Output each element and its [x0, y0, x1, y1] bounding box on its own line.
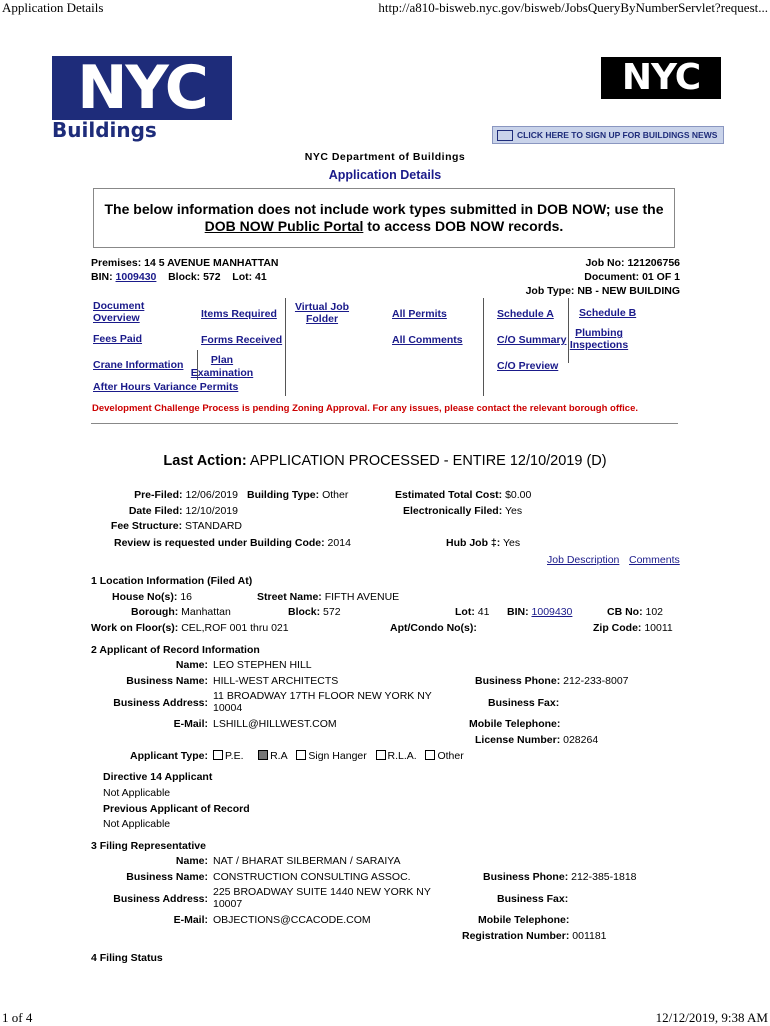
link-document-overview[interactable]: Document Overview: [93, 300, 145, 324]
prefiled: Pre-Filed: 12/06/2019: [134, 489, 238, 501]
link-schedule-b[interactable]: Schedule B: [579, 307, 637, 319]
filing-rep-business-fax: Business Fax:: [497, 893, 569, 905]
applicant-type-label: Applicant Type:: [130, 750, 208, 762]
applicant-business-name-label: Business Name:: [126, 675, 208, 687]
link-items-required[interactable]: Items Required: [201, 308, 277, 320]
link-plan-examination[interactable]: Plan Examination: [190, 354, 254, 379]
link-forms-received[interactable]: Forms Received: [201, 334, 283, 346]
print-header-title: Application Details: [2, 0, 104, 15]
hub-job: Hub Job ‡: Yes: [446, 537, 521, 549]
review-building-code: Review is requested under Building Code: 2014: [114, 537, 351, 549]
applicant-email-label: E-Mail:: [173, 718, 208, 730]
work-on-floors: Work on Floor(s): CEL,ROF 001 thru 021: [91, 622, 289, 634]
applicant-license: License Number: 028264: [475, 734, 599, 746]
section-filing-rep-heading: 3 Filing Representative: [91, 840, 206, 852]
nav-divider: [285, 298, 286, 396]
premises-line: Premises: 14 5 AVENUE MANHATTAN: [91, 257, 279, 269]
nyc-logo-right[interactable]: NYC: [601, 57, 721, 99]
link-job-description[interactable]: Job Description: [547, 554, 620, 566]
premises-value: 14 5 AVENUE MANHATTAN: [144, 257, 279, 269]
applicant-mobile: Mobile Telephone:: [469, 718, 561, 730]
page-title: Application Details: [328, 168, 442, 182]
checkbox-sign-hanger[interactable]: Sign Hanger: [296, 750, 366, 762]
link-all-comments[interactable]: All Comments: [392, 334, 463, 346]
filing-rep-email: OBJECTIONS@CCACODE.COM: [213, 914, 371, 926]
filing-rep-name: NAT / BHARAT SILBERMAN / SARAIYA: [213, 855, 401, 867]
filing-rep-business-name-label: Business Name:: [126, 871, 208, 883]
date-filed: Date Filed: 12/10/2019: [128, 505, 238, 517]
location-block: Block: 572: [288, 606, 341, 618]
print-header-url: http://a810-bisweb.nyc.gov/bisweb/JobsQueryByNumberServlet?request...: [378, 0, 768, 15]
checkbox-other[interactable]: Other: [425, 750, 463, 762]
dob-now-notice: [93, 188, 675, 248]
nyc-buildings-logo[interactable]: [52, 53, 237, 146]
filing-rep-registration: Registration Number: 001181: [462, 930, 607, 942]
signup-banner-text: CLICK HERE TO SIGN UP FOR BUILDINGS NEWS: [517, 130, 718, 140]
building-type: Building Type: Other: [247, 489, 349, 501]
filing-rep-business-address-label: Business Address:: [113, 893, 208, 905]
electronically-filed: Electronically Filed: Yes: [403, 505, 523, 517]
link-plumbing-inspections[interactable]: Plumbing Inspections: [569, 327, 629, 351]
apt-condo: Apt/Condo No(s):: [390, 622, 477, 634]
street-name: Street Name: FIFTH AVENUE: [257, 591, 400, 603]
print-footer-datetime: 12/12/2019, 9:38 AM: [655, 1010, 768, 1025]
fee-structure: Fee Structure: STANDARD: [110, 520, 242, 532]
notice-text-pre: The below information does not include work types submitted in DOB NOW; use the: [104, 201, 664, 217]
print-footer-page: 1 of 4: [2, 1010, 33, 1025]
envelope-icon: [497, 130, 513, 141]
applicant-email: LSHILL@HILLWEST.COM: [213, 718, 337, 730]
applicant-business-fax: Business Fax:: [488, 697, 560, 709]
document-number: Document: 01 OF 1: [584, 271, 680, 283]
link-fees-paid[interactable]: Fees Paid: [93, 333, 143, 345]
filing-rep-business-phone: Business Phone: 212-385-1818: [483, 871, 637, 883]
estimated-total-cost: Estimated Total Cost: $0.00: [395, 489, 532, 501]
last-action: Last Action: APPLICATION PROCESSED - ENTIRE 12/10/2019 (D): [163, 453, 607, 469]
department-name: NYC Department of Buildings: [304, 151, 466, 163]
applicant-name: LEO STEPHEN HILL: [213, 659, 312, 671]
zip-code: Zip Code: 10011: [593, 622, 673, 634]
job-type: Job Type: NB - NEW BUILDING: [525, 285, 680, 297]
link-crane-information[interactable]: Crane Information: [93, 359, 184, 371]
applicant-business-name: HILL-WEST ARCHITECTS: [213, 675, 339, 687]
previous-applicant-value: Not Applicable: [103, 818, 171, 830]
premises-bin-link[interactable]: 1009430: [115, 271, 157, 283]
location-bin-link[interactable]: 1009430: [531, 606, 573, 618]
house-number: House No(s): 16: [112, 591, 192, 603]
previous-applicant-label: Previous Applicant of Record: [103, 803, 250, 815]
link-co-summary[interactable]: C/O Summary: [497, 334, 567, 346]
filing-rep-name-label: Name:: [175, 855, 208, 867]
borough: Borough: Manhattan: [131, 606, 231, 618]
community-board: CB No: 102: [607, 606, 664, 618]
filing-rep-email-label: E-Mail:: [173, 914, 208, 926]
directive-14-value: Not Applicable: [103, 787, 171, 799]
notice-text-post: to access DOB NOW records.: [363, 218, 564, 234]
link-schedule-a[interactable]: Schedule A: [497, 308, 554, 320]
link-all-permits[interactable]: All Permits: [392, 308, 447, 320]
filing-rep-business-name: CONSTRUCTION CONSULTING ASSOC.: [213, 871, 411, 883]
section-filing-status-heading: 4 Filing Status: [91, 952, 163, 964]
separator-line: [91, 423, 678, 424]
checkbox-rla[interactable]: R.L.A.: [376, 750, 417, 762]
job-number: Job No: 121206756: [585, 257, 680, 269]
link-after-hours-variance-permits[interactable]: After Hours Variance Permits: [93, 381, 239, 393]
buildings-logo-text: Buildings: [52, 118, 157, 142]
signup-banner[interactable]: [492, 126, 724, 144]
dob-now-portal-link[interactable]: DOB NOW Public Portal: [204, 218, 364, 234]
applicant-name-label: Name:: [175, 659, 208, 671]
link-virtual-job-folder[interactable]: Virtual Job Folder: [294, 301, 350, 325]
link-co-preview[interactable]: C/O Preview: [497, 360, 559, 372]
applicant-business-address: 11 BROADWAY 17TH FLOOR NEW YORK NY 10004: [213, 690, 432, 714]
nav-divider: [483, 298, 484, 396]
zoning-alert: Development Challenge Process is pending Zoning Approval. For any issues, please contact the relevant borough office.: [92, 403, 639, 414]
last-action-value: APPLICATION PROCESSED - ENTIRE 12/10/2019 (D): [249, 453, 607, 469]
location-bin: BIN: 1009430: [507, 606, 573, 618]
filing-rep-business-address: 225 BROADWAY SUITE 1440 NEW YORK NY 10007: [213, 886, 431, 910]
checkbox-ra[interactable]: R.A: [258, 750, 288, 762]
filing-rep-mobile: Mobile Telephone:: [478, 914, 570, 926]
applicant-type-options: [213, 750, 464, 762]
nyc-logo-text: NYC: [52, 56, 232, 120]
section-location-heading: 1 Location Information (Filed At): [91, 575, 253, 587]
link-comments[interactable]: Comments: [629, 554, 680, 566]
applicant-business-address-label: Business Address:: [113, 697, 208, 709]
bin-block-lot-line: BIN: 1009430 Block: 572 Lot: 41: [91, 271, 267, 283]
section-applicant-heading: 2 Applicant of Record Information: [91, 644, 260, 656]
directive-14-label: Directive 14 Applicant: [103, 771, 213, 783]
applicant-business-phone: Business Phone: 212-233-8007: [475, 675, 629, 687]
location-lot: Lot: 41: [455, 606, 490, 618]
checkbox-pe[interactable]: P.E.: [213, 750, 244, 762]
